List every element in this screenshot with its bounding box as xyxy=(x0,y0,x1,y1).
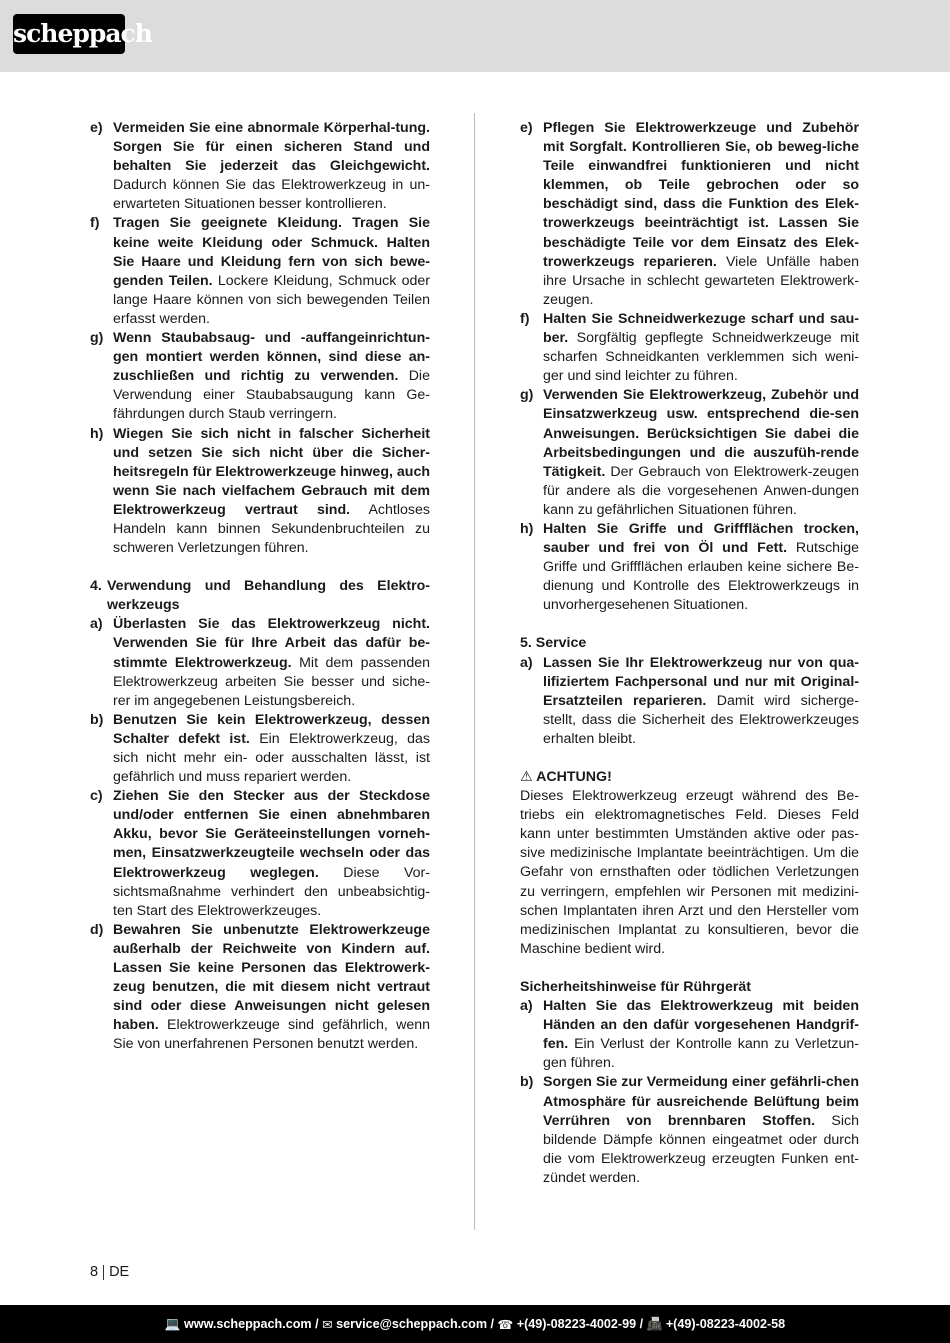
footer-website[interactable]: www.scheppach.com xyxy=(183,1317,312,1331)
list-text xyxy=(543,386,859,520)
list-item xyxy=(90,921,430,1055)
list-marker: e) xyxy=(90,120,103,136)
list-marker: b) xyxy=(90,711,104,728)
list-bold-text: Tragen Sie geeignete Kleidung. Tragen Sie keine weite Kleidung oder Schmuck. Halten Sie Haare und Kleidung fern von sich bewe-genden Teilen. xyxy=(113,215,430,289)
list-bold-text: Ziehen Sie den Stecker aus der Steckdose und/oder entfernen Sie einen abnehmbaren Akku, bevor Sie Geräteeinstellungen vorneh-men, Einsatzwerkzeugteile wechseln oder das Elektrowerkzeug weglegen. xyxy=(113,788,430,881)
page-number xyxy=(90,1264,129,1280)
list-body-text: Ein Elektrowerkzeug, das sich nicht mehr ein- oder ausschalten lässt, ist gefährlich und muss repariert werden. xyxy=(113,730,430,786)
list-marker: d) xyxy=(90,921,104,938)
list-text xyxy=(543,1073,859,1188)
list-body-text: Sich bildende Dämpfe können eingeatmet oder durch die vom Elektrowerkzeug erzeugten Funken ent-zündet werden. xyxy=(543,1112,859,1186)
list-marker: a) xyxy=(520,654,533,671)
list-bold-text: Pflegen Sie Elektrowerkzeuge und Zubehör mit Sorgfalt. Kontrollieren Sie, ob beweg-liche Teile einwandfrei funktionieren und nicht klemmen, ob Teile gebrochen oder so beschädigt sind, dass die Funktion des Elek-trowerkzeugs beeinträchtigt ist. Lassen Sie beschädigte Teile vor dem Einsatz des Elek-trowerkzeugs reparieren. xyxy=(543,120,859,270)
list-body-text: Lockere Kleidung, Schmuck oder lange Haare können von sich bewegenden Teilen erfasst werden. xyxy=(113,272,430,327)
list-body-text: Elektrowerkzeuge sind gefährlich, wenn Sie von unerfahrenen Personen benutzt werden. xyxy=(113,1017,430,1053)
stirrer-section-title: Sicherheitshinweise für Rührgerät xyxy=(520,978,751,995)
list-item xyxy=(520,1073,859,1188)
list-bold-text: Halten Sie Schneidwerkezuge scharf und sau-ber. xyxy=(543,310,859,347)
list-marker: a) xyxy=(90,616,103,633)
list-marker: c) xyxy=(90,788,103,805)
list-item xyxy=(520,997,859,1073)
section-title: 5. Service xyxy=(520,635,587,652)
mail-icon: ✉ xyxy=(322,1317,333,1332)
footer-separator: / xyxy=(487,1317,498,1331)
list-body-text: Die Verwendung einer Staubabsaugung kann Ge-fährdungen durch Staub verringern. xyxy=(113,368,430,423)
list-body-text: Mit dem passenden Elektrowerkzeug arbeiten Sie besser und siche-rer im angegebenen Leistungsbereich. xyxy=(113,654,430,709)
page-number-value: 8 xyxy=(90,1264,99,1280)
list-item xyxy=(520,520,859,615)
list-item xyxy=(90,119,430,214)
scheppach-logo: scheppach xyxy=(13,14,125,54)
list-bold-text: Halten Sie das Elektrowerkzeug mit beiden Händen an den dafür vorgesehenen Handgrif-fen. xyxy=(543,998,859,1053)
list-item xyxy=(520,310,859,386)
computer-icon: 💻 xyxy=(164,1316,181,1331)
list-text xyxy=(543,654,859,749)
list-bold-text: Vermeiden Sie eine abnormale Körperhal-tung. Sorgen Sie für einen sicheren Stand und behalten Sie jederzeit das Gleichgewicht. xyxy=(113,120,430,175)
list-body-text: Diese Vor-sichtsmaßnahme verhindert den unbeabsichtig-ten Start des Elektrowerkzeuges. xyxy=(113,864,430,919)
column-divider xyxy=(474,113,475,1230)
list-text xyxy=(113,119,430,214)
list-marker: g) xyxy=(520,387,534,404)
section-heading xyxy=(90,577,430,615)
list-item xyxy=(90,787,430,921)
list-item xyxy=(90,329,430,424)
list-item xyxy=(520,119,859,310)
list-marker: b) xyxy=(520,1074,534,1091)
footer-phone[interactable]: +(49)-08223-4002-99 xyxy=(516,1317,637,1331)
list-text xyxy=(543,997,859,1073)
list-text xyxy=(543,119,859,310)
list-item xyxy=(90,425,430,559)
list-item xyxy=(90,615,430,710)
page-language: DE xyxy=(109,1264,130,1280)
list-marker: h) xyxy=(90,425,104,442)
list-text xyxy=(113,711,430,787)
phone-icon: ☎ xyxy=(497,1317,514,1332)
warning-text: Dieses Elektrowerkzeug erzeugt während des Be-triebs ein elektromagnetisches Feld. Dieses Feld kann unter bestimmten Umständen aktive oder pas-sive medizinische Implantate beeinträchtigen. Um die Gefahr von ernsthaften oder tödlichen Verletzungen zu verringern, empfehlen wir Personen mit medizini-schen Implantaten ihren Arzt und den Hersteller vom medizinischen Implantat zu konsultieren, bevor die Maschine bedient wird. xyxy=(520,788,859,957)
list-body-text: Achtloses Handeln kann binnen Sekundenbruchteilen zu schweren Verletzungen führen. xyxy=(113,501,430,557)
list-body-text: Sorgfältig gepflegte Schneidwerkzeuge mit scharfen Schneidkanten verklemmen sich weni-ger und sind leichter zu führen. xyxy=(543,330,859,385)
list-bold-text: Lassen Sie Ihr Elektrowerkzeug nur von qua-lifiziertem Fachpersonal und nur mit Original-Ersatzteilen reparieren. xyxy=(543,654,859,709)
list-text xyxy=(113,329,430,424)
list-text xyxy=(113,787,430,921)
page-number-divider xyxy=(103,1265,104,1280)
list-text xyxy=(113,425,430,559)
section-number: 4. xyxy=(90,578,102,595)
footer-bar xyxy=(0,1305,950,1343)
left-column xyxy=(90,119,430,1055)
right-column xyxy=(520,119,859,1188)
warning-title: ACHTUNG! xyxy=(536,769,612,785)
list-bold-text: Verwenden Sie Elektrowerkzeug, Zubehör und Einsatzwerkzeug usw. entsprechend die-sen Anweisungen. Berücksichtigen Sie dabei die Arbeitsbedingungen und die auszufüh-rende Tätigkeit. xyxy=(543,387,859,480)
list-text xyxy=(113,214,430,329)
list-marker: g) xyxy=(90,330,104,347)
spacer xyxy=(90,558,430,577)
list-text xyxy=(543,310,859,386)
list-body-text: Damit wird sicherge-stellt, dass die Sicherheit des Elektrowerkzeuges erhalten bleibt. xyxy=(543,692,860,747)
list-body-text: Rutschige Griffe und Griffflächen erlauben keine sichere Be-dienung und Kontrolle des Elektrowerkzeugs in unvorhergesehenen Situationen. xyxy=(543,540,859,614)
list-marker: h) xyxy=(520,520,534,537)
list-text xyxy=(113,921,430,1055)
header-band xyxy=(0,0,950,72)
footer-email[interactable]: service@scheppach.com xyxy=(336,1317,488,1331)
list-item xyxy=(520,654,859,749)
spacer xyxy=(520,615,859,634)
list-item xyxy=(90,214,430,329)
list-marker: a) xyxy=(520,998,533,1015)
warning-triangle-icon: ⚠ xyxy=(520,769,533,785)
footer-fax: +(49)-08223-4002-58 xyxy=(665,1317,786,1331)
footer-separator: / xyxy=(311,1317,323,1331)
spacer xyxy=(520,959,859,978)
list-bold-text: Wiegen Sie sich nicht in falscher Sicherheit und setzen Sie sich nicht über die Sicher-heitsregeln für Elektrowerkzeuge hinweg, auch wenn Sie nach vielfachem Gebrauch mit dem Elektrowerkzeug vertraut sind. xyxy=(113,425,430,518)
list-body-text: Dadurch können Sie das Elektrowerkzeug in un-erwarteten Situationen besser kontrollieren. xyxy=(113,177,430,213)
list-item xyxy=(520,386,859,520)
footer-separator: / xyxy=(636,1317,647,1331)
list-marker: f) xyxy=(520,310,530,327)
list-item xyxy=(90,711,430,787)
spacer xyxy=(520,749,859,768)
list-body-text: Der Gebrauch von Elektrowerk-zeugen für andere als die vorgesehenen Anwen-dungen kann zu gefährlichen Situationen führen. xyxy=(543,463,859,518)
list-marker: e) xyxy=(520,120,533,136)
list-body-text: Viele Unfälle haben ihre Ursache in schlecht gewarteten Elektrowerk-zeugen. xyxy=(543,253,859,308)
list-bold-text: Wenn Staubabsaug- und -auffangeinrichtun-gen montiert werden können, sind diese an-zuschließen und richtig zu verwenden. xyxy=(113,330,430,385)
list-bold-text: Sorgen Sie zur Vermeidung einer gefährli-chen Atmosphäre für ausreichende Belüftung beim Verrühren von brennbaren Stoffen. xyxy=(543,1074,859,1129)
list-marker: f) xyxy=(90,215,100,232)
section-title: Verwendung und Behandlung des Elektro-werkzeugs xyxy=(107,578,430,614)
fax-icon: 📠 xyxy=(646,1316,663,1331)
warning-heading xyxy=(520,768,859,787)
list-bold-text: Überlasten Sie das Elektrowerkzeug nicht. Verwenden Sie für Ihre Arbeit das dafür be-stimmte Elektrowerkzeug. xyxy=(113,616,430,671)
list-text xyxy=(543,520,859,615)
list-bold-text: Bewahren Sie unbenutzte Elektrowerkzeuge außerhalb der Reichweite von Kindern auf. Lassen Sie keine Personen das Elektrowerk-zeug benutzen, die mit diesem nicht vertraut sind oder diese Anweisungen nicht gelesen haben. xyxy=(113,921,430,1034)
list-bold-text: Benutzen Sie kein Elektrowerkzeug, dessen Schalter defekt ist. xyxy=(113,711,430,747)
list-body-text: Ein Verlust der Kontrolle kann zu Verletzun-gen führen. xyxy=(543,1036,859,1072)
list-bold-text: Halten Sie Griffe und Griffflächen trocken, sauber und frei von Öl und Fett. xyxy=(543,520,859,557)
list-text xyxy=(113,615,430,710)
